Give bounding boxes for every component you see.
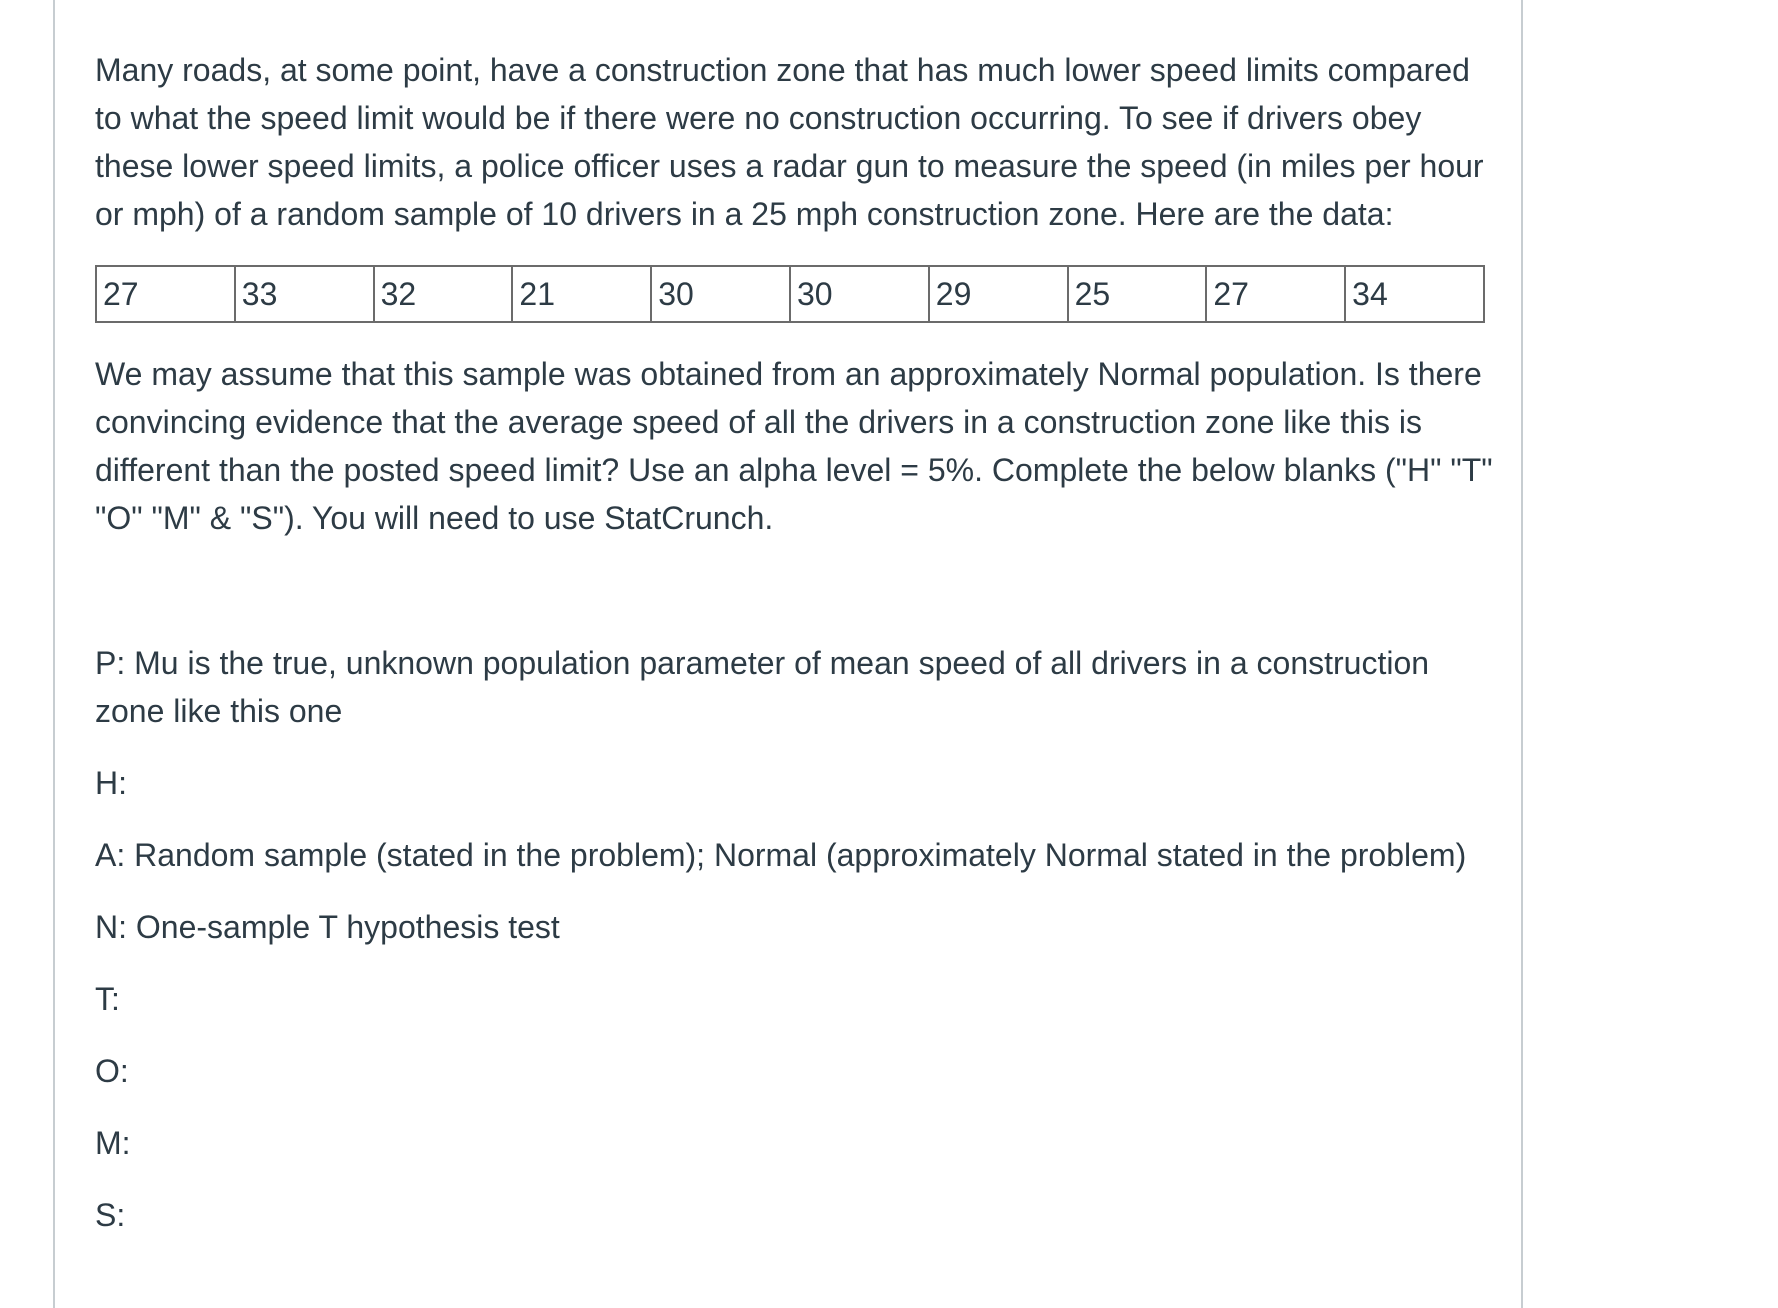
intro-paragraph: Many roads, at some point, have a construction zone that has much lower speed limits compared to what the speed limit would be if there were no construction occurring. To see if drivers obey these lower speed limits, a police officer uses a radar gun to measure the speed (in miles per hour or mph) of a random sample of 10 drivers in a 25 mph construction zone. Here are the data: — [95, 52, 1484, 232]
speed-cell-4: 21 — [512, 266, 651, 322]
t-step: T: — [95, 981, 120, 1017]
speed-cell-3: 32 — [374, 266, 513, 322]
p-step: P: Mu is the true, unknown population parameter of mean speed of all drivers in a construction zone like this one — [95, 645, 1430, 729]
table-row — [96, 266, 1484, 322]
speed-cell-9: 27 — [1206, 266, 1345, 322]
speed-cell-2: 33 — [235, 266, 374, 322]
speed-cell-1: 27 — [96, 266, 235, 322]
question-panel — [53, 0, 1523, 1308]
s-step: S: — [95, 1197, 126, 1233]
m-step: M: — [95, 1125, 131, 1161]
speed-cell-5: 30 — [651, 266, 790, 322]
question-content — [95, 46, 1495, 1239]
o-step: O: — [95, 1053, 129, 1089]
speed-cell-10: 34 — [1345, 266, 1484, 322]
speed-data-table — [95, 265, 1485, 323]
h-step: H: — [95, 765, 127, 801]
speed-cell-7: 29 — [929, 266, 1068, 322]
speed-cell-8: 25 — [1068, 266, 1207, 322]
n-step: N: One-sample T hypothesis test — [95, 909, 560, 945]
speed-cell-6: 30 — [790, 266, 929, 322]
question-paragraph: We may assume that this sample was obtained from an approximately Normal population. Is there convincing evidence that the average speed of all the drivers in a construction zone like this is different than the posted speed limit? Use an alpha level = 5%. Complete the below blanks ("H" "T" "O" "M" & "S"). You will need to use StatCrunch. — [95, 356, 1493, 536]
a-step: A: Random sample (stated in the problem); Normal (approximately Normal stated in the problem) — [95, 837, 1467, 873]
